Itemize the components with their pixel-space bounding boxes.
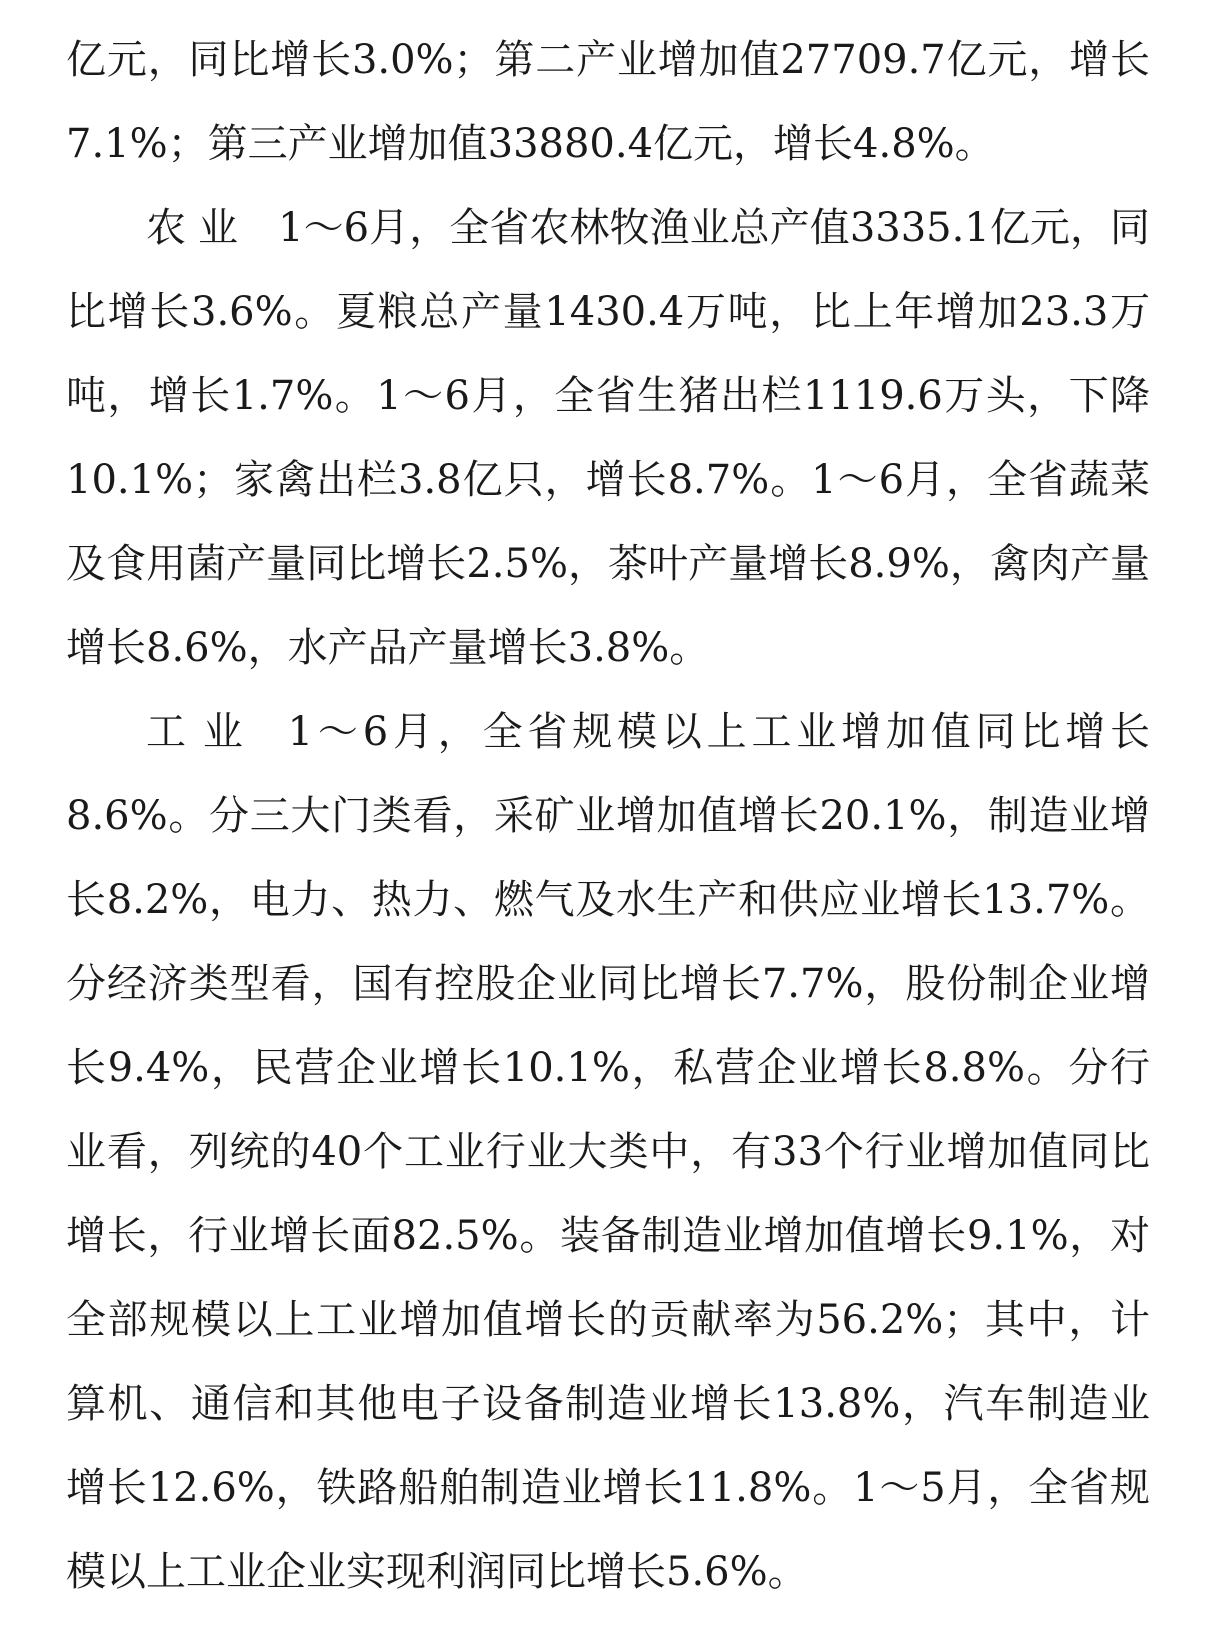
paragraph-continuation: [66, 18, 1150, 186]
paragraph-industry: [66, 690, 1150, 1614]
paragraph-text: 亿元，同比增长3.0%；第二产业增加值27709.7亿元，增长7.1%；第三产业增加值33880.4亿元，增长4.8%。: [66, 37, 1150, 167]
section-heading-industry: 工业: [146, 709, 260, 755]
section-heading-agriculture: 农业: [146, 205, 251, 251]
paragraph-agriculture: [66, 186, 1150, 690]
paragraph-text: 1～6月，全省农林牧渔业总产值3335.1亿元，同比增长3.6%。夏粮总产量1430.4万吨，比上年增加23.3万吨，增长1.7%。1～6月，全省生猪出栏1119.6万头，下降10.1%；家禽出栏3.8亿只，增长8.7%。1～6月，全省蔬菜及食用菌产量同比增长2.5%，茶叶产量增长8.9%，禽肉产量增长8.6%，水产品产量增长3.8%。: [66, 205, 1151, 671]
paragraph-text: 1～6月，全省规模以上工业增加值同比增长8.6%。分三大门类看，采矿业增加值增长20.1%，制造业增长8.2%，电力、热力、燃气及水生产和供应业增长13.7%。分经济类型看，国有控股企业同比增长7.7%，股份制企业增长9.4%，民营企业增长10.1%，私营企业增长8.8%。分行业看，列统的40个工业行业大类中，有33个行业增加值同比增长，行业增长面82.5%。装备制造业增加值增长9.1%，对全部规模以上工业增加值增长的贡献率为56.2%；其中，计算机、通信和其他电子设备制造业增长13.8%，汽车制造业增长12.6%，铁路船舶制造业增长11.8%。1～5月，全省规模以上工业企业实现利润同比增长5.6%。: [66, 709, 1151, 1595]
